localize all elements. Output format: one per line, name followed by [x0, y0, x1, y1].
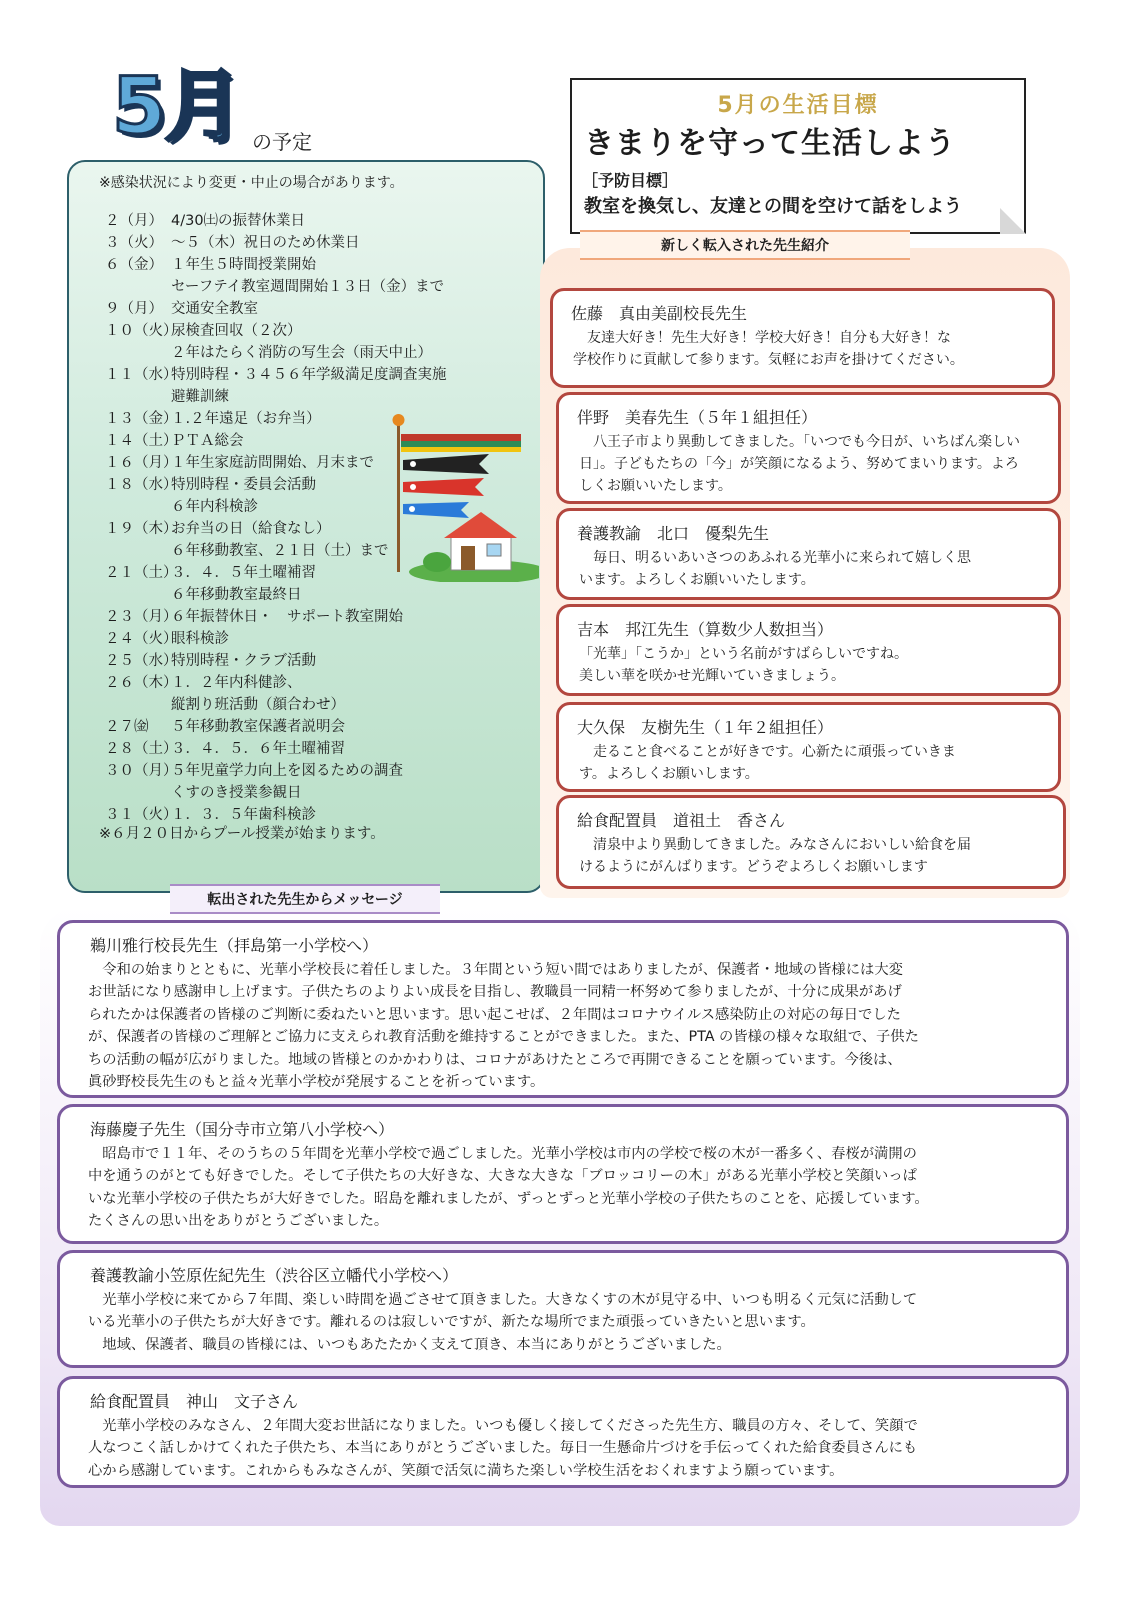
schedule-text: １．２年内科健診、 [171, 675, 302, 691]
schedule-item [105, 650, 447, 672]
new-teacher-name: 佐藤 真由美副校長先生 [571, 304, 748, 323]
month-subtitle: の予定 [252, 130, 312, 154]
departed-teacher-message: 光華小学校に来てから７年間、楽しい時間を過ごさせて頂きました。大きなくすの木が見守る中、いつも明るく元気に活動して いる光華小の子供たちが大好きです。離れるのは寂しいですが、新たな場所でまた頑張っていきたいと思います。 地域、保護者、職員の皆様には、いつもあたたかく支えて頂き、本当にありがとうございました。 [88, 1292, 918, 1353]
schedule-text: 特別時程・クラブ活動 [171, 653, 316, 669]
departed-ribbon-label: 転出された先生からメッセージ [170, 884, 440, 914]
schedule-text: ３．４．５年土曜補習 [171, 565, 316, 581]
departed-ribbon [170, 884, 440, 914]
schedule-text: １年生５時間授業開始 [171, 257, 316, 273]
schedule-text: 縦割り班活動（顔合わせ） [171, 697, 345, 713]
schedule-item [105, 584, 447, 606]
goal-sub-label: ［予防目標］ [582, 171, 679, 190]
schedule-text: 4/30㈯の振替休業日 [171, 213, 306, 229]
new-teachers-ribbon-label: 新しく転入された先生紹介 [580, 230, 910, 260]
schedule-item [105, 210, 447, 232]
schedule-date: １９（木） [105, 521, 178, 537]
goal-heading: 5月の生活目標 [717, 93, 879, 118]
schedule-item [105, 606, 447, 628]
schedule-item [105, 628, 447, 650]
goal-main: きまりを守って生活しよう [584, 126, 956, 161]
schedule-item [105, 672, 447, 694]
schedule-item [105, 276, 447, 298]
schedule-date: ２４（火） [105, 631, 178, 647]
schedule-text: ６年移動教室最終日 [171, 587, 302, 603]
schedule-item [105, 320, 447, 342]
departed-teacher-card [57, 1376, 1069, 1488]
schedule-date: １８（水） [105, 477, 178, 493]
schedule-date: １０（火） [105, 323, 178, 339]
new-teacher-card [550, 288, 1055, 388]
departed-teacher-name: 鵜川雅行校長先生（拝島第一小学校へ） [90, 936, 379, 955]
goal-prevention-text: 教室を換気し、友達との間を空けて話をしよう [584, 196, 962, 217]
departed-teacher-card [57, 1104, 1069, 1244]
schedule-text: 尿検査回収（２次） [171, 323, 302, 339]
schedule-date: ２（月） [105, 213, 163, 229]
schedule-date: １１（水） [105, 367, 178, 383]
schedule-date: ２３（月） [105, 609, 178, 625]
schedule-text: ５年移動教室保護者説明会 [171, 719, 345, 735]
new-teacher-message: 友達大好き！先生大好き！学校大好き！自分も大好き！な 学校作りに貢献して参ります。気軽にお声を掛けてください。 [573, 330, 964, 368]
schedule-date: ２７㈮ [105, 719, 149, 735]
schedule-box [67, 160, 545, 893]
schedule-item [105, 342, 447, 364]
schedule-text: ６年内科検診 [171, 499, 258, 515]
schedule-date: ２５（水） [105, 653, 178, 669]
new-teachers-ribbon [580, 230, 910, 260]
schedule-item [105, 254, 447, 276]
schedule-item [105, 232, 447, 254]
schedule-date: １４（土） [105, 433, 178, 449]
new-teacher-name: 大久保 友樹先生（１年２組担任） [577, 718, 834, 737]
schedule-item [105, 386, 447, 408]
schedule-text: 眼科検診 [171, 631, 229, 647]
page-fold-corner [1000, 208, 1026, 234]
schedule-date: ３１（火） [105, 807, 178, 823]
new-teacher-message: 毎日、明るいあいさつのあふれる光華小に来られて嬉しく思 います。よろしくお願いいたします。 [579, 550, 971, 588]
schedule-notice: ※感染状況により変更・中止の場合があります。 [99, 175, 404, 191]
schedule-text: 避難訓練 [171, 389, 229, 405]
new-teacher-card [556, 604, 1061, 696]
departed-teacher-message: 令和の始まりとともに、光華小学校長に着任しました。３年間という短い間ではありましたが、保護者・地域の皆様には大変 お世話になり感謝申し上げます。子供たちのよりよい成長を目指し、教職員一同精一杯努めて参りましたが、十分に成果があげ られたかは保護者の皆様のご判断に委ねたいと思います。思い起こせば、２年間はコロナウイルス感染防止の対応の毎日でした が、保護者の皆様のご理解とご協力に支えられ教育活動を維持することができました。また、PTA の皆様の様々な取組で、子供た ちの活動の幅が広がりました。地域の皆様とのかかわりは、コロナがあけたところで再開できることを願っています。今後は、 眞砂野校長先生のもと益々光華小学校が発展することを祈っています。 [88, 962, 919, 1091]
schedule-item [105, 738, 447, 760]
new-teacher-message: 「光華」「こうか」という名前がすばらしいですね。 美しい華を咲かせ光輝いていきましょう。 [579, 646, 908, 684]
new-teacher-message: 走ること食べることが好きです。心新たに頑張っていきま す。よろしくお願いします。 [579, 744, 956, 782]
new-teacher-card [556, 702, 1061, 792]
new-teacher-message: 清泉中より異動してきました。みなさんにおいしい給食を届 けるようにがんばります。どうぞよろしくお願いします [579, 837, 971, 875]
schedule-text: ３．４．５．６年土曜補習 [171, 741, 345, 757]
departed-teacher-card [57, 1250, 1069, 1368]
new-teacher-name: 給食配置員 道祖土 香さん [577, 811, 786, 830]
schedule-item [105, 298, 447, 320]
schedule-item [105, 364, 447, 386]
schedule-date: ９（月） [105, 301, 163, 317]
schedule-date: ２８（土） [105, 741, 178, 757]
new-teacher-name: 伴野 美春先生（５年１組担任） [577, 408, 818, 427]
new-teacher-card [556, 392, 1061, 504]
new-teacher-card [556, 795, 1066, 889]
koinobori-house-icon [389, 412, 539, 582]
schedule-text: 特別時程・委員会活動 [171, 477, 316, 493]
schedule-date: ３（火） [105, 235, 163, 251]
schedule-text: ５年児童学力向上を図るための調査 [171, 763, 403, 779]
schedule-footnote: ※６月２０日からプール授業が始まります。 [99, 826, 385, 842]
schedule-text: ＰＴＡ総会 [171, 433, 244, 449]
departed-teacher-name: 海藤慶子先生（国分寺市立第八小学校へ） [90, 1120, 395, 1139]
schedule-item [105, 782, 447, 804]
new-teacher-name: 吉本 邦江先生（算数少人数担当） [577, 620, 834, 639]
schedule-date: ３０（月） [105, 763, 178, 779]
departed-teacher-card [57, 920, 1069, 1098]
schedule-date: ２６（木） [105, 675, 178, 691]
monthly-goal-box [570, 78, 1026, 234]
month-big-text: 5月 [112, 62, 241, 152]
schedule-item [105, 694, 447, 716]
schedule-text: ６年振替休日・ サポート教室開始 [171, 609, 403, 625]
schedule-date: １３（金） [105, 411, 178, 427]
departed-teacher-name: 給食配置員 神山 文子さん [90, 1392, 299, 1411]
departed-teacher-message: 光華小学校のみなさん、２年間大変お世話になりました。いつも優しく接してくださった先生方、職員の方々、そして、笑顔で 人なつこく話しかけてくれた子供たち、本当にありがとうございました。毎日一生懸命片づけを手伝ってくれた給食委員さんにも 心から感謝しています。これからもみなさんが、笑顔で活気に満ちた楽しい学校生活をおくれますよう願っています。 [88, 1418, 918, 1479]
schedule-date: １６（月） [105, 455, 178, 471]
departed-teacher-message: 昭島市で１１年、そのうちの５年間を光華小学校で過ごしました。光華小学校は市内の学校で桜の木が一番多く、春桜が満開の 中を通うのがとても好きでした。そして子供たちの大好きな、大きな大きな「ブロッコリーの木」がある光華小学校と笑顔いっぱ いな光華小学校の子供たちが大好きでした。昭島を離れましたが、ずっとずっと光華小学校の子供たちのことを、応援しています。 たくさんの思い出をありがとうございました。 [88, 1146, 929, 1230]
schedule-text: セーフテイ教室週間開始１３日（金）まで [171, 279, 445, 295]
schedule-text: ～５（木）祝日のため休業日 [171, 235, 360, 251]
schedule-text: 特別時程・３４５６年学級満足度調査実施 [171, 367, 447, 383]
schedule-text: ２年はたらく消防の写生会（雨天中止） [171, 345, 432, 361]
schedule-text: 交通安全教室 [171, 301, 258, 317]
schedule-text: お弁当の日（給食なし） [171, 521, 331, 537]
schedule-date: ２１（土） [105, 565, 178, 581]
new-teacher-name: 養護教諭 北口 優梨先生 [577, 524, 770, 543]
schedule-item [105, 716, 447, 738]
schedule-item [105, 760, 447, 782]
departed-teacher-name: 養護教諭小笠原佐紀先生（渋谷区立幡代小学校へ） [90, 1266, 459, 1285]
schedule-text: ６年移動教室、２１日（土）まで [171, 543, 389, 559]
schedule-text: １年生家庭訪問開始、月末まで [171, 455, 374, 471]
schedule-text: くすのき授業参観日 [171, 785, 302, 801]
schedule-text: １.２年遠足（お弁当） [171, 411, 321, 427]
schedule-date: ６（金） [105, 257, 163, 273]
new-teacher-card [556, 508, 1061, 600]
new-teacher-message: 八王子市より異動してきました。「いつでも今日が、いちばん楽しい 日」。子どもたちの「今」が笑顔になるよう、努めてまいります。よろ しくお願いいたします。 [579, 434, 1020, 494]
month-title [112, 62, 352, 160]
schedule-text: １．３．５年歯科検診 [171, 807, 316, 823]
